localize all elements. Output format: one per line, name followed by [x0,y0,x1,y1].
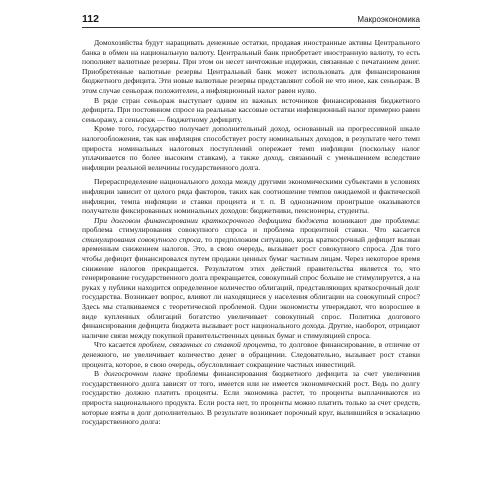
paragraph [82,96,420,125]
paragraph-text: , то предположим ситуацию, когда краткосрочный дефицит вызван временным снижением налогов. Это, в свою очередь, вызывает рост совокупного спроса. Для того чтобы дефицит финансировался путем продажи ценных бумаг частным лицам. Через некоторое время снижение налогов прекращается. Результатом этих действий правительства является то, что генерирование государственного долга прекращается, совокупный спрос больше не стимулируется, а на руках у публики находится определенное количество облигаций, представляющих краткосрочный долг государства. Возникает вопрос, влияют ли находящиеся у населения облигации на совокупный спрос? Здесь мы сталкиваемся с теоретической проблемой. Одни экономисты утверждают, что возросшее в виде купленных облигаций богатство увеличивает совокупный спрос. Политика долгового финансирования дефицита бюджета вызывает рост национального дохода. Другие, наоборот, отрицают наличие связи между покупкой правительственных ценных бумаг и стимуляцией спроса. [82,234,420,340]
paragraph [82,369,420,427]
paragraph-text: возникают две проблемы: проблема стимулирования совокупного спроса и проблема процентной ставки. Что касается [82,215,420,235]
italic-lead: При долговом финансировании краткосрочного дефицита бюджета [94,215,329,225]
paragraph-text: Что касается [94,340,139,350]
paragraph-text: В [94,369,104,379]
page-header [82,13,420,28]
paragraph [82,38,420,96]
running-head: Макроэкономика [357,15,420,24]
paragraph [82,340,420,369]
paragraph [82,177,420,215]
page-number: 112 [82,13,99,25]
paragraph-text: В ряде стран сеньораж выступает одним из важных источников финансирования бюджетного дефицита. При постоянном спросе на реальные кассовые остатки инфляционный налог примерно равен сеньоражу, а сеньораж — бюджетному дефициту. [82,95,420,124]
paragraph-text: Домохозяйства будут наращивать денежные остатки, продавая иностранные активы Центрального банка в обмен на национальную валюту. Центральный банк приобретает иностранную валюту, то есть пополняет валютные резервы. При этом он несет ничтожные издержки, связанные с печатанием денег. Приобретенные валютные резервы Центральный банк может использовать для финансирования бюджетного дефицита. Эти новые валютные резервы представляют собой не что иное, как сеньораж. В этом случае сеньораж положителен, а инфляционный налог равен нулю. [82,38,420,95]
paragraph [82,216,420,341]
italic-term: долгосрочном плане [103,369,172,379]
paragraph-text: проблемы финансирования бюджетного дефицита за счет увеличения государственного долга зависят от того, имеется или не имеется экономический рост. Ведь по долгу государство должно платить проценты. Если экономика растет, то проценты выплачиваются из прироста национального продукта. Если роста нет, то проценты можно платить только за счет средств, которые взяты в долг дополнительно. В результате возникает порочный круг, вылившийся в эскалацию государственного долга: [82,369,420,427]
italic-term: проблем, связанных со ставкой процента [138,340,276,350]
body-text [82,38,420,427]
italic-term: стимулирования совокупного спроса [82,234,201,244]
paragraph-text: Кроме того, государство получает дополнительный доход, основанный на прогрессивной шкале налогообложения, так как инфляция способствует росту номинальных доходов, в результате чего темп прироста номинальных налоговых поступлений опережает темп инфляции (поскольку налог уплачивается по более высоким ставкам), а также доход, связанный с уменьшением вследствие инфляции реальной величины государственного долга. [82,124,420,172]
paragraph [82,124,420,172]
paragraph-text: Перераспределение национального дохода между другими экономическими субъектами в условиях инфляции зависит от целого ряда факторов, таких как соотношение темпов ожидаемой и фактической инфляции, темпа инфляции и ставки процента и т. п. В однозначном проигрыше оказываются получатели фиксированных номинальных доходов: бюджетники, пенсионеры, студенты. [82,177,420,216]
paragraph-text: , то долговое финансирование, в отличие от денежного, не увеличивает количество денег в обращении. Следовательно, вызывает рост ставки процента, которое, в свою очередь, обусловливает сокращение частных инвестиций. [82,340,420,369]
